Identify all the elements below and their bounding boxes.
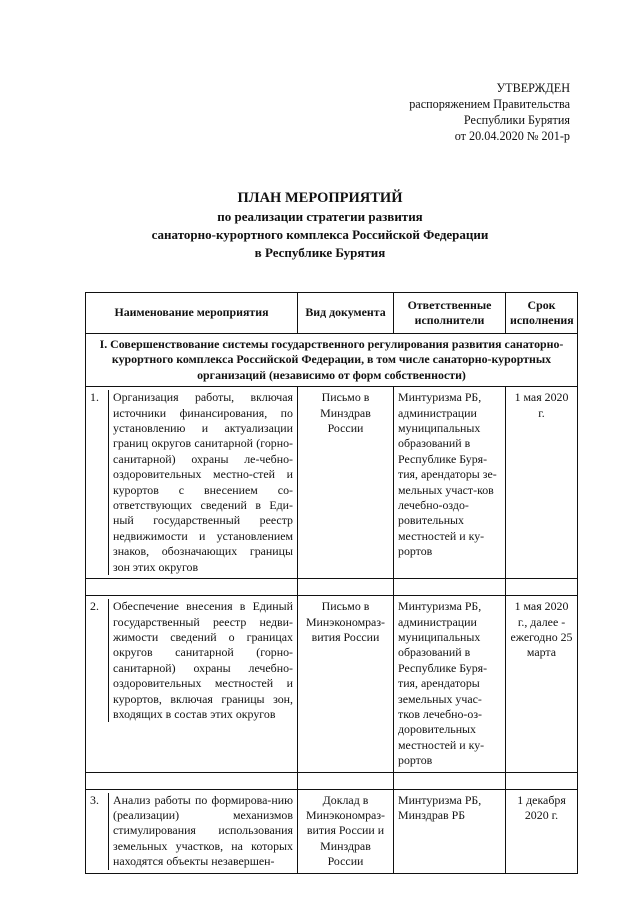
title-line-3: в Республике Бурятия [254, 245, 386, 260]
row-name: Анализ работы по формирова-нию (реализации) механизмов стимулирования использования земельных участков, на которых находятся объекты незавершен- [108, 793, 293, 870]
title-line-2: санаторно-курортного комплекса Российской Федерации [151, 227, 489, 242]
cell-name [86, 387, 298, 579]
cell-responsible: Минтуризма РБ, Минздрав РБ [394, 789, 506, 873]
approval-status: УТВЕРЖДЕН [496, 81, 570, 95]
approval-region: Республики Бурятия [463, 113, 570, 127]
section-title: I. Совершенствование системы государственного регулирования развития санаторно-курортного комплекса Российской Федерации, в том числе санаторно-курортных организаций (независимо от форм собственности) [86, 334, 578, 387]
cell-doc: Доклад в Минэкономраз-вития России и Минздрав России [298, 789, 394, 873]
header-responsible: Ответственные исполнители [394, 293, 506, 334]
cell-name [86, 789, 298, 873]
table-row [86, 387, 578, 579]
cell-responsible: Минтуризма РБ, администрации муниципальных образований в Республике Буря-тия, арендаторы земельных учас-тков лечебно-оз-доровительных местностей и ку-рортов [394, 596, 506, 772]
approval-stamp [409, 80, 570, 144]
row-number: 1. [90, 390, 99, 405]
row-gap [86, 579, 578, 596]
cell-term: 1 мая 2020 г., далее - ежегодно 25 марта [506, 596, 578, 772]
row-name: Обеспечение внесения в Единый государственный реестр недви-жимости сведений о границах округов санитарной (горно-санитарной) охраны лечебно-оздоровительных местностей и курортов, включая границы зон, входящих в состав этих округов [108, 599, 293, 722]
cell-name [86, 596, 298, 772]
table-row [86, 789, 578, 873]
header-term: Срок исполнения [506, 293, 578, 334]
header-doc: Вид документа [298, 293, 394, 334]
document-title [0, 189, 640, 262]
row-number: 2. [90, 599, 99, 614]
cell-term: 1 декабря 2020 г. [506, 789, 578, 873]
header-name: Наименование мероприятия [86, 293, 298, 334]
cell-doc: Письмо в Минздрав России [298, 387, 394, 579]
title-main: ПЛАН МЕРОПРИЯТИЙ [237, 190, 403, 206]
row-number: 3. [90, 792, 99, 807]
cell-responsible: Минтуризма РБ, администрации муниципальных образований в Республике Буря-тия, арендаторы зе-мельных участ-ков лечебно-оздо-ровительных местностей и ку-рортов [394, 387, 506, 579]
cell-term: 1 мая 2020 г. [506, 387, 578, 579]
plan-table [85, 292, 578, 874]
row-name: Организация работы, включая источники финансирования, по установлению и актуализации границ округов санитарной (горно-санитарной) охраны ле-чебно-оздоровительных местно-стей и курортов с внесением со-ответствующих сведений в Еди-ный государственный реестр недвижимости и установлением знаков, обозначающих границы зон этих округов [108, 390, 293, 575]
row-gap [86, 772, 578, 789]
cell-doc: Письмо в Минэкономраз-вития России [298, 596, 394, 772]
approval-authority: распоряжением Правительства [409, 97, 570, 111]
section-row [86, 334, 578, 387]
table-row [86, 596, 578, 772]
table-header-row [86, 293, 578, 334]
title-line-1: по реализации стратегии развития [217, 209, 423, 224]
approval-date-number: от 20.04.2020 № 201-р [454, 129, 570, 143]
